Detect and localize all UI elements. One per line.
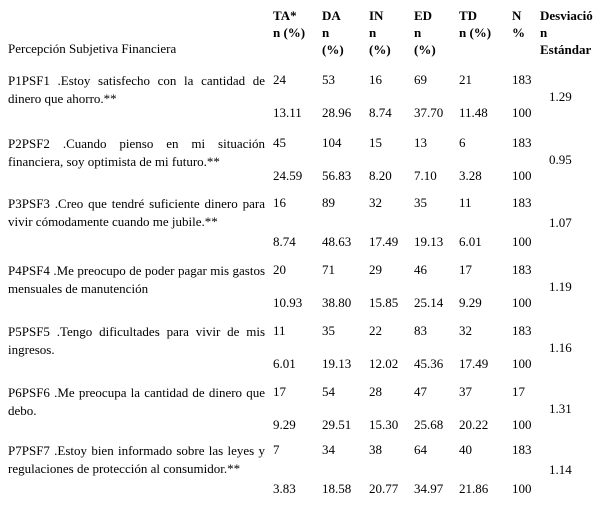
cell-pct: 18.58 (322, 481, 352, 496)
cell-n: 16 (369, 72, 382, 87)
row-statement: P2PSF2 .Cuando pienso en mi situación financiera, soy optimista de mi futuro.** (8, 136, 265, 169)
cell-n: 45 (273, 135, 286, 150)
cell-pct: 15.85 (369, 295, 399, 310)
cell-pct: 100 (512, 417, 532, 432)
cell-pct: 45.36 (414, 356, 444, 371)
label-column-header: Percepción Subjetiva Financiera (8, 41, 177, 56)
cell-n: 35 (322, 323, 335, 338)
cell-std-dev: 1.16 (549, 340, 572, 355)
column-header-3-line1: IN (369, 8, 384, 23)
cell-pct: 29.51 (322, 417, 352, 432)
cell-n: 17 (512, 384, 525, 399)
column-header-5-line2: n (%) (459, 25, 492, 40)
cell-std-dev: 1.29 (549, 89, 572, 104)
cell-n: 28 (369, 384, 382, 399)
cell-n: 40 (459, 442, 472, 457)
column-header-2-line2: n (322, 25, 330, 40)
column-header-7-line2: n (540, 25, 548, 40)
cell-n: 46 (414, 262, 427, 277)
cell-pct: 3.83 (273, 481, 296, 496)
cell-n: 64 (414, 442, 427, 457)
cell-pct: 19.13 (322, 356, 352, 371)
column-header-3-line3: (%) (369, 42, 391, 57)
column-header-4-line1: ED (414, 8, 433, 23)
cell-pct: 10.93 (273, 295, 303, 310)
column-header-1-line1: TA* (273, 8, 297, 23)
column-header-7-line1: Desviació (540, 8, 593, 23)
cell-n: 13 (414, 135, 427, 150)
column-header-4-line2: n (414, 25, 422, 40)
cell-std-dev: 0.95 (549, 152, 572, 167)
cell-n: 17 (459, 262, 472, 277)
cell-n: 32 (459, 323, 472, 338)
cell-n: 38 (369, 442, 382, 457)
row-statement: P6PSF6 .Me preocupa la cantidad de dinero que debo. (8, 385, 265, 418)
cell-pct: 9.29 (273, 417, 296, 432)
cell-n: 69 (414, 72, 427, 87)
cell-pct: 3.28 (459, 168, 482, 183)
cell-pct: 25.14 (414, 295, 444, 310)
cell-pct: 8.74 (273, 234, 296, 249)
column-header-4-line3: (%) (414, 42, 436, 57)
column-header-5-line1: TD (459, 8, 478, 23)
cell-n: 11 (459, 195, 472, 210)
cell-n: 37 (459, 384, 472, 399)
cell-pct: 24.59 (273, 168, 303, 183)
column-header-7-line3: Estándar (540, 42, 592, 57)
cell-n: 183 (512, 195, 532, 210)
cell-pct: 25.68 (414, 417, 444, 432)
column-header-1-line2: n (%) (273, 25, 306, 40)
cell-n: 47 (414, 384, 427, 399)
cell-n: 183 (512, 442, 532, 457)
cell-std-dev: 1.14 (549, 462, 572, 477)
cell-pct: 100 (512, 356, 532, 371)
cell-n: 29 (369, 262, 382, 277)
cell-pct: 8.74 (369, 105, 392, 120)
cell-pct: 100 (512, 168, 532, 183)
column-header-2-line3: (%) (322, 42, 344, 57)
cell-n: 24 (273, 72, 286, 87)
row-statement: P5PSF5 .Tengo dificultades para vivir de mis ingresos. (8, 324, 265, 357)
cell-pct: 7.10 (414, 168, 437, 183)
cell-pct: 28.96 (322, 105, 352, 120)
cell-pct: 21.86 (459, 481, 489, 496)
cell-n: 21 (459, 72, 472, 87)
cell-pct: 100 (512, 481, 532, 496)
cell-n: 183 (512, 323, 532, 338)
cell-n: 35 (414, 195, 427, 210)
cell-std-dev: 1.07 (549, 215, 572, 230)
row-statement: P4PSF4 .Me preocupo de poder pagar mis gastos mensuales de manutención (8, 263, 265, 296)
cell-pct: 20.22 (459, 417, 489, 432)
cell-pct: 48.63 (322, 234, 352, 249)
column-header-3-line2: n (369, 25, 377, 40)
cell-pct: 15.30 (369, 417, 399, 432)
cell-std-dev: 1.19 (549, 279, 572, 294)
row-statement: P7PSF7 .Estoy bien informado sobre las leyes y regulaciones de protección al consumidor.** (8, 443, 265, 476)
column-header-6-line1: N (512, 8, 522, 23)
cell-pct: 6.01 (273, 356, 296, 371)
cell-pct: 19.13 (414, 234, 444, 249)
cell-pct: 13.11 (273, 105, 302, 120)
cell-n: 11 (273, 323, 286, 338)
cell-n: 183 (512, 262, 532, 277)
cell-n: 53 (322, 72, 335, 87)
cell-pct: 34.97 (414, 481, 444, 496)
column-header-2-line1: DA (322, 8, 341, 23)
cell-pct: 100 (512, 295, 532, 310)
cell-pct: 17.49 (369, 234, 399, 249)
cell-n: 6 (459, 135, 466, 150)
cell-pct: 56.83 (322, 168, 352, 183)
cell-n: 22 (369, 323, 382, 338)
cell-n: 34 (322, 442, 335, 457)
cell-n: 32 (369, 195, 382, 210)
cell-n: 20 (273, 262, 286, 277)
column-header-6-line2: % (512, 25, 525, 40)
cell-pct: 11.48 (459, 105, 488, 120)
row-statement: P3PSF3 .Creo que tendré suficiente dinero para vivir cómodamente cuando me jubile.** (8, 196, 265, 229)
cell-n: 15 (369, 135, 382, 150)
row-statement: P1PSF1 .Estoy satisfecho con la cantidad de dinero que ahorro.** (8, 73, 265, 106)
cell-pct: 37.70 (414, 105, 444, 120)
cell-n: 83 (414, 323, 427, 338)
cell-n: 89 (322, 195, 335, 210)
cell-pct: 9.29 (459, 295, 482, 310)
cell-n: 7 (273, 442, 280, 457)
cell-std-dev: 1.31 (549, 401, 572, 416)
cell-n: 54 (322, 384, 335, 399)
cell-n: 183 (512, 135, 532, 150)
cell-n: 71 (322, 262, 335, 277)
cell-pct: 100 (512, 105, 532, 120)
cell-n: 104 (322, 135, 342, 150)
cell-n: 183 (512, 72, 532, 87)
cell-pct: 12.02 (369, 356, 399, 371)
cell-pct: 8.20 (369, 168, 392, 183)
cell-pct: 100 (512, 234, 532, 249)
cell-pct: 17.49 (459, 356, 489, 371)
cell-n: 16 (273, 195, 286, 210)
cell-pct: 38.80 (322, 295, 352, 310)
cell-pct: 6.01 (459, 234, 482, 249)
cell-n: 17 (273, 384, 286, 399)
cell-pct: 20.77 (369, 481, 399, 496)
